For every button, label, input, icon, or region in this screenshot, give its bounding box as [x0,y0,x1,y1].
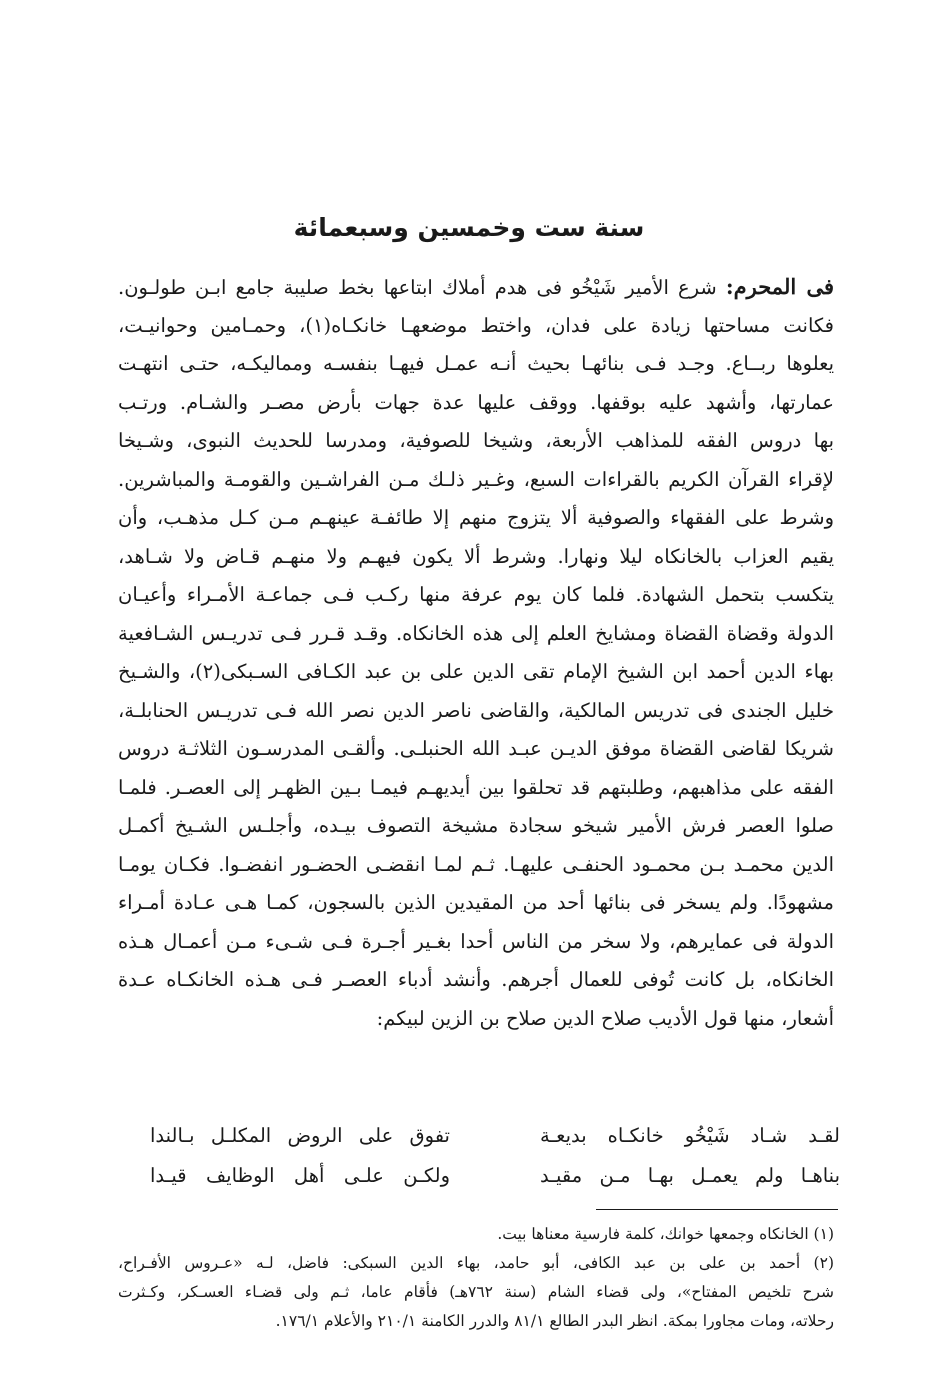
text-line: الدين محمـد بـن محمـود الحنفـى عليهـا. ثـم لمـا انقضـى الحضـور انفضـوا. فكـان يومـا [118,852,834,876]
text-line: يتكسب بتحمل الشهادة. فلما كان يوم عرفة منها ركـب فـى جماعـة الأمـراء وأعيـان [118,583,834,606]
verse-second-hemistich: تفوق على الروض المكلـل بـالندا [150,1124,450,1147]
footnote-line: (١) الخانكاه وجمعها خوانك، كلمة فارسية معناها بيت. [497,1225,834,1243]
poem [150,1116,840,1196]
verse-first-hemistich: لقـد شـاد شَيْخُو خانكـاه بديعـة [540,1124,840,1147]
text-line: شريكا لقاضى القضاة موفق الديـن عبـد الله الحنبلـى. وألقـى المدرسـون الثلاثـة دروس [118,737,834,760]
text-line: مشهودًا. ولم يسخر فى بنائها أحد من المقيدين الذين بالسجون، كمـا هـى عـادة أمـراء [118,891,834,914]
footnotes [118,1220,834,1336]
text-line: يعلوها ربــاع. وجـد فـى بنائهـا بحيث أنـه عمـل فيهـا بنفسـه ومماليكـه، حتـى انتهـت [118,352,834,375]
poem-verse [150,1116,840,1156]
verse-second-hemistich: ولكـن علـى أهل الوظايف قيـدا [150,1164,450,1187]
poem-verse [150,1156,840,1196]
text-line: الدولة وقضاة القضاة ومشايخ العلم إلى هذه الخانكاه. وقـد قـرر فـى تدريـس الشـافعية [118,621,834,645]
text-line: الفقه على مذاهبهم، وطلبتهم قد تحلقوا بين أيديهـم فيمـا بـين الظهـر إلى العصـر. فلمـا [118,775,834,799]
text-line: لإقراء القرآن الكريم بالقراءات السبع، وغـير ذلـك مـن الفراشـين والقومـة والمباشرين. [118,467,834,491]
footnote-divider [596,1209,838,1210]
text-line: أشعار، منها قول الأديب صلاح الدين صلاح بن الزين لبيكم: [376,1006,834,1030]
text-line: الخانكاه، بل كانت تُوفى للعمال أجرهم. وأنشد أدباء العصـر فـى هـذه الخانكـاه عـدة [118,968,834,991]
text-line: فكانت مساحتها زيادة على فدان، واختط موضعهـا خانكـاه(١)، وحمـامين وحوانيـت، [118,313,834,337]
footnote-line: شرح تلخيص المفتاح»، ولى قضاء الشام (سنة ٧٦٢هـ) فأقام عاما، ثـم ولى قضـاء العسـكر، وكـثرت [118,1283,835,1301]
text-line [118,268,834,307]
footnote-line: (٢) أحمد بن على بن عبد الكافى، أبو حامد، بهاء الدين السبكى: فاضل، لـه «عـروس الأفـراح، [118,1254,834,1272]
text-line: عمارتها، وأشهد عليه بوقفها. ووقف عليها عدة جهات بأرض مصـر والشـام. ورتـب [118,390,834,414]
text-line: بهاء الدين أحمد ابن الشيخ الإمام تقى الدين على بن عبد الكـافى السـبكى(٢)، والشـيخ [118,660,834,683]
text-line-content: شرع الأمير شَيْخُو فى هدم أملاك ابتاعها بخط صليبة جامع ابـن طولـون. [118,276,726,299]
verse-first-hemistich: بناهـا ولم يعمـل بهـا مـن مقيـد [540,1164,840,1187]
section-lead: فى المحرم: [725,274,834,299]
page-title: سنة ست وخمسين وسبعمائة [293,213,645,242]
footnote-line: رحلاته، ومات مجاورا بمكة. انظر البدر الطالع ٨١/١ والدرر الكامنة ٢١٠/١ والأعلام ١٧٦/١. [275,1312,834,1330]
text-line: الدولة فى عمايرهم، ولا سخر من الناس أحدا بغـير أجـرة فـى شـىء مـن أعمـال هـذه [118,929,834,953]
text-line: وشرط على الفقهاء والصوفية ألا يتزوج منهم إلا طائفـة عينهـم مـن كـل مذهـب، وأن [118,506,834,529]
text-line: صلوا العصر فرش الأمير شيخو سجادة مشيخة التصوف بيـده، وأجلـس الشـيخ أكمـل [118,814,834,837]
text-line: يقيم العزاب بالخانكاه ليلا ونهارا. وشرط ألا يكون فيهـم ولا منهـم قـاض ولا شـاهد، [118,544,834,568]
text-line: خليل الجندى فى تدريس المالكية، والقاضى ناصر الدين نصر الله فـى تدريـس الحنابلـة، [118,698,834,722]
main-text [118,268,834,1038]
text-line: بها دروس الفقه للمذاهب الأربعة، وشيخا للصوفية، ومدرسا للحديث النبوى، وشـيخا [118,429,834,452]
